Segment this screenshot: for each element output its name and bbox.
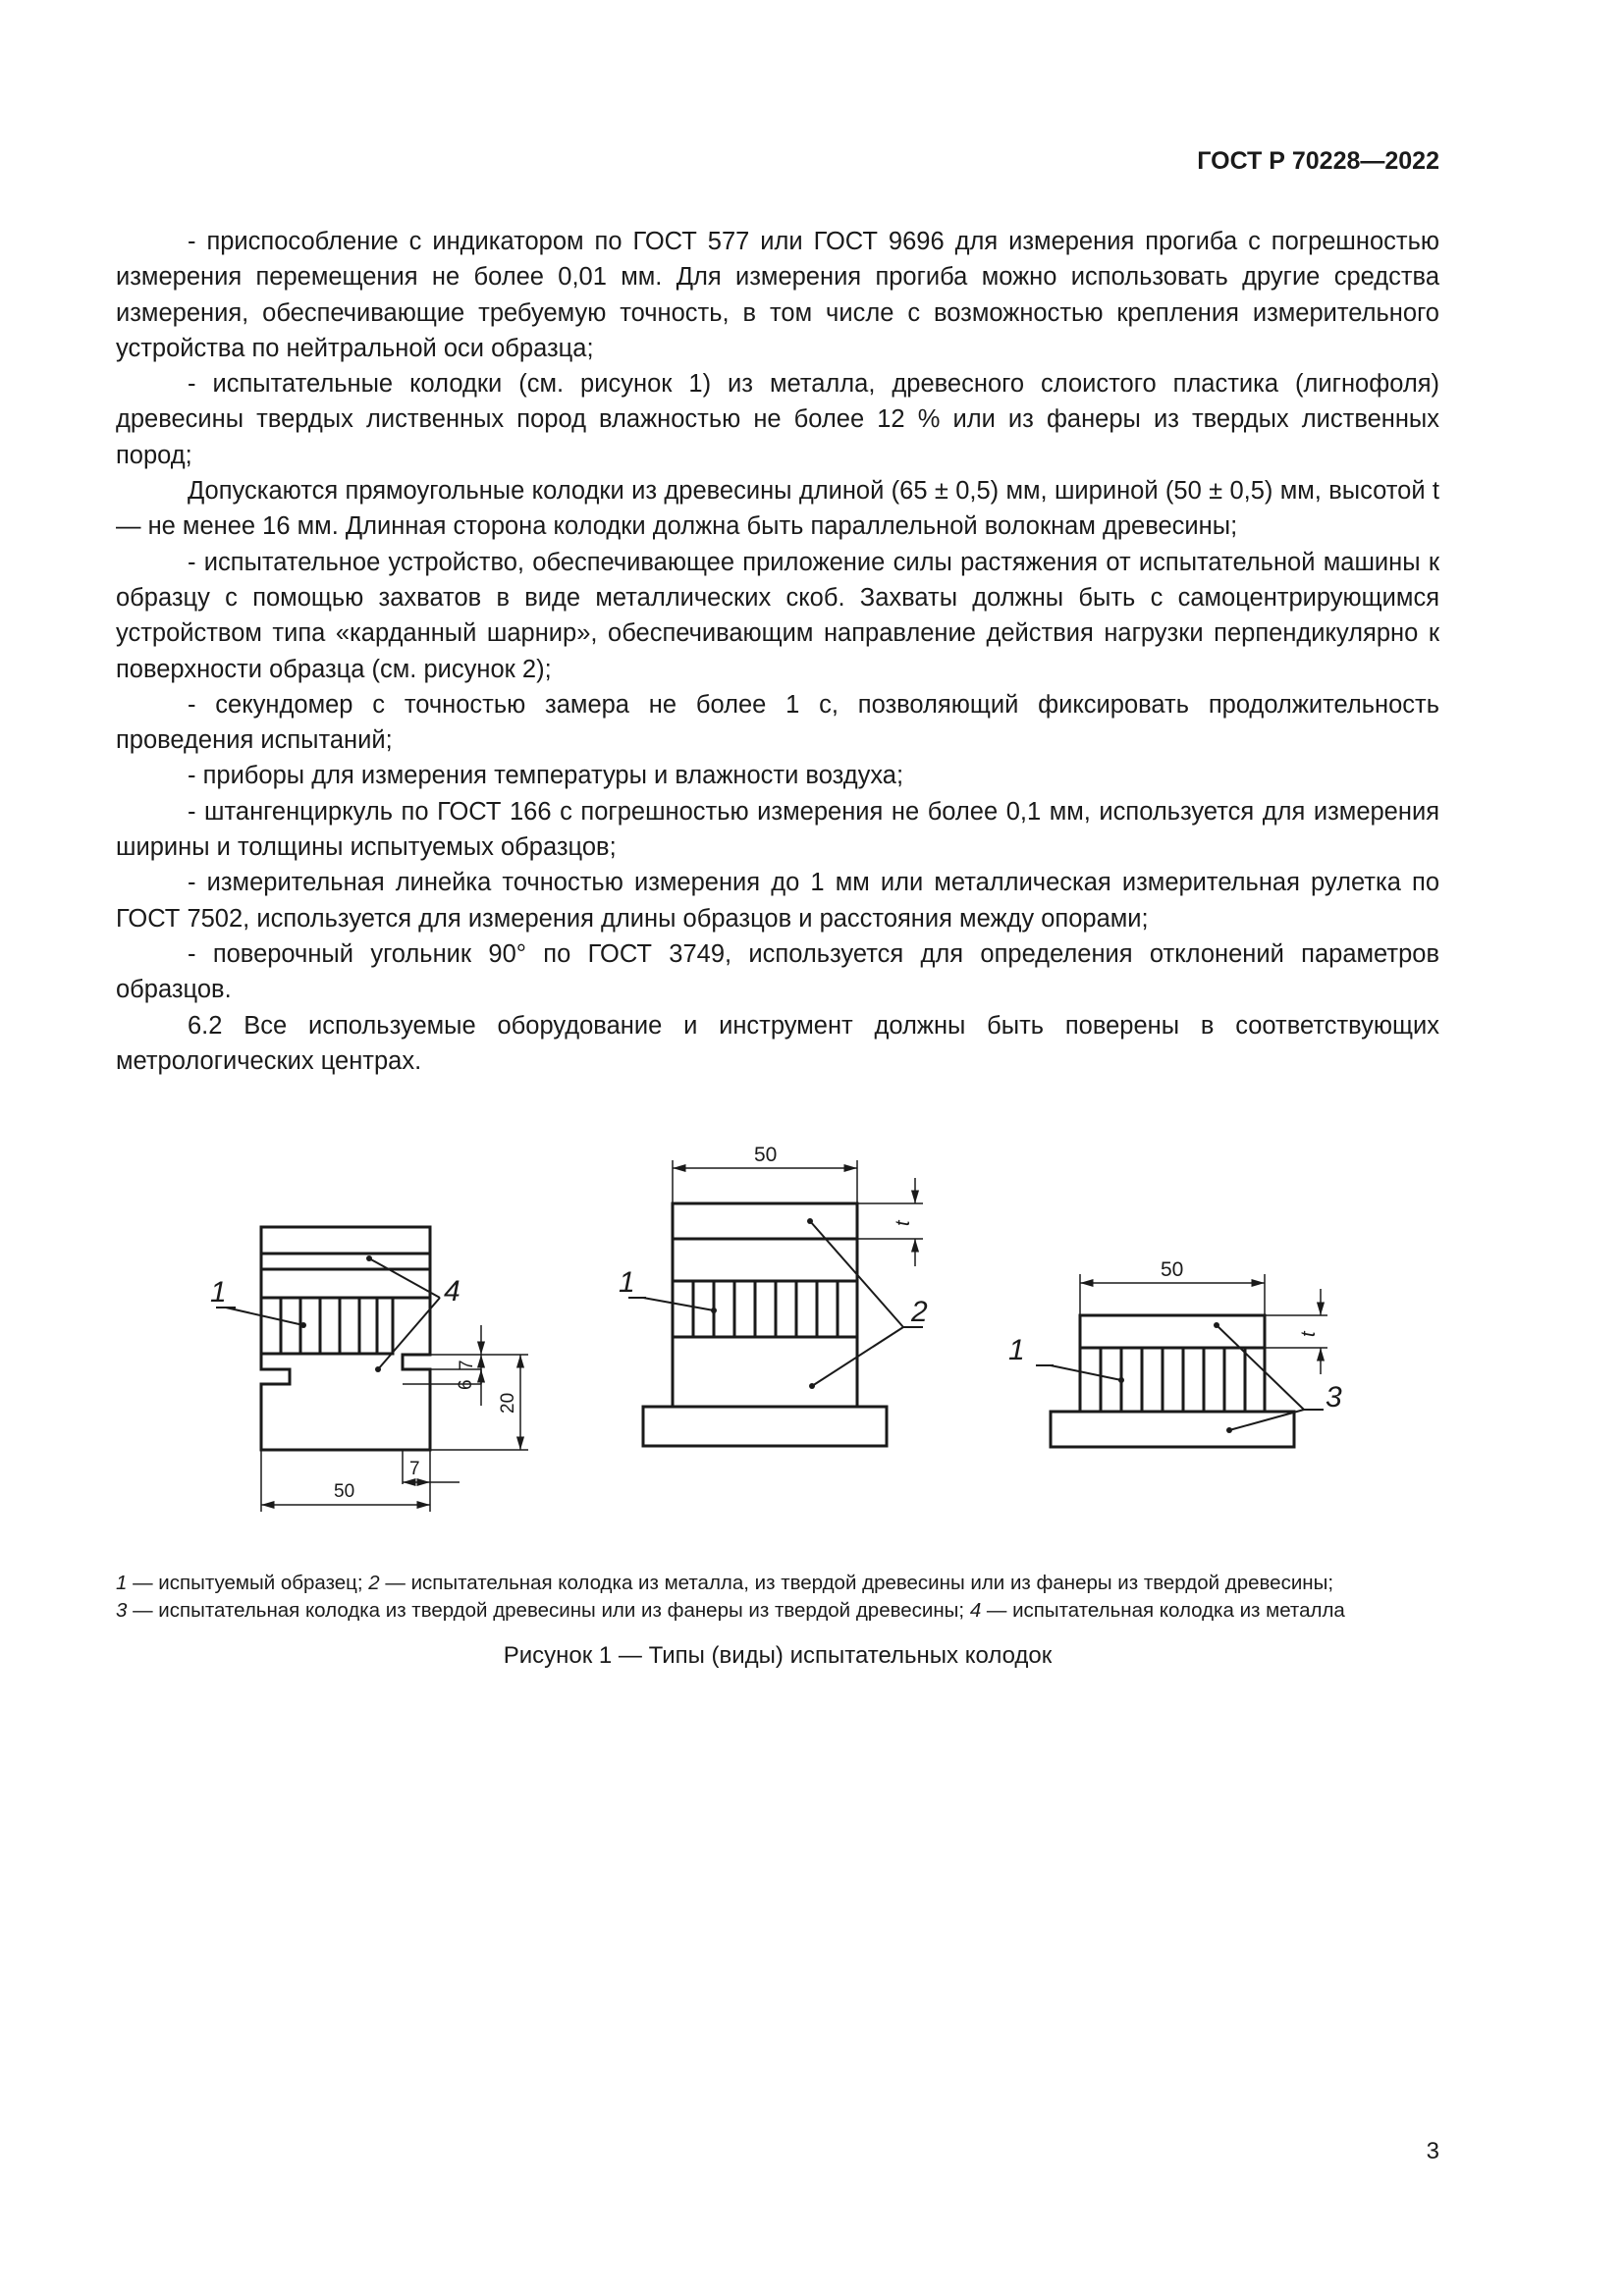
paragraph: - поверочный угольник 90° по ГОСТ 3749, используется для определения отклонений параметров образцов. bbox=[116, 939, 1439, 1004]
view-3-block bbox=[1036, 1274, 1327, 1447]
view-3-label-specimen: 1 bbox=[1008, 1334, 1025, 1366]
view-1-dim-step: 7 bbox=[457, 1360, 477, 1370]
view-2-body bbox=[673, 1203, 857, 1407]
paragraph: - испытательные колодки (см. рисунок 1) из металла, древесного слоистого пластика (лигнофоля) древесины твердых лиственных пород влажностью не более 12 % или из фанеры из твердых лиственных пород; bbox=[116, 370, 1439, 469]
legend-number: 3 bbox=[116, 1599, 128, 1622]
paragraph: 6.2 Все используемые оборудование и инструмент должны быть поверены в соответствующих метрологических центрах. bbox=[116, 1011, 1439, 1075]
view-1-dim-height: 20 bbox=[498, 1392, 518, 1414]
legend-text: — испытуемый образец; bbox=[127, 1572, 369, 1594]
paragraph: Допускаются прямоугольные колодки из древесины длиной (65 ± 0,5) мм, шириной (50 ± 0,5) мм, высотой t — не менее 16 мм. Длинная сторона колодки должна быть параллельной волокнам древесины; bbox=[116, 477, 1439, 541]
paragraph: - секундомер с точностью замера не более 1 с, позволяющий фиксировать продолжительность проведения испытаний; bbox=[116, 690, 1439, 755]
view-2-block bbox=[628, 1160, 923, 1446]
figure-drawing bbox=[196, 1129, 1443, 1541]
standard-code: ГОСТ Р 70228—2022 bbox=[1197, 147, 1439, 175]
figure-legend bbox=[116, 1570, 1439, 1625]
view-1-label-block: 4 bbox=[444, 1275, 460, 1308]
view-1-dim-notch: 6 bbox=[456, 1379, 476, 1390]
view-2-label-specimen: 1 bbox=[619, 1266, 635, 1299]
paragraph: - приспособление с индикатором по ГОСТ 577 или ГОСТ 9696 для измерения прогиба с погрешностью измерения перемещения не более 0,01 мм. Для измерения прогиба можно использовать другие средства измерения, обеспечивающие требуемую точность, в том числе с возможностью крепления измерительного устройства по нейтральной оси образца; bbox=[116, 228, 1439, 362]
view-3-dim-width: 50 bbox=[1161, 1258, 1184, 1281]
view-2-dim-thickness: t bbox=[893, 1220, 914, 1226]
legend-text: — испытательная колодка из металла bbox=[981, 1599, 1345, 1622]
view-1-dim-notch-width: 7 bbox=[409, 1459, 420, 1479]
view-3-top-block bbox=[1080, 1315, 1265, 1348]
view-1-label-specimen: 1 bbox=[210, 1276, 227, 1308]
view-3-dim-thickness: t bbox=[1298, 1331, 1320, 1337]
view-1-metal-block bbox=[216, 1227, 528, 1512]
legend-text: — испытательная колодка из металла, из твердой древесины или из фанеры из твердой древесины; bbox=[379, 1572, 1334, 1594]
view-3-label-block: 3 bbox=[1326, 1381, 1342, 1414]
view-3-specimen bbox=[1080, 1348, 1265, 1412]
view-1-dim-width: 50 bbox=[334, 1481, 355, 1502]
legend-line-1 bbox=[116, 1570, 1439, 1597]
legend-number: 1 bbox=[116, 1572, 128, 1594]
legend-number: 4 bbox=[969, 1599, 982, 1622]
body-text bbox=[116, 224, 1439, 1079]
figure-test-blocks bbox=[196, 1129, 1443, 1541]
paragraph: - испытательное устройство, обеспечивающее приложение силы растяжения от испытательной машины к образцу с помощью захватов в виде металлических скоб. Захваты должны быть с самоцентрирующимся устройством типа «карданный шарнир», обеспечивающим направление действия нагрузки перпендикулярно к поверхности образца (см. рисунок 2); bbox=[116, 548, 1439, 683]
view-2-label-block: 2 bbox=[911, 1296, 928, 1328]
view-3-base bbox=[1051, 1412, 1294, 1447]
paragraph: - приборы для измерения температуры и влажности воздуха; bbox=[188, 762, 904, 790]
legend-number: 2 bbox=[368, 1572, 380, 1594]
page-number: 3 bbox=[1426, 2138, 1439, 2164]
document-header bbox=[1080, 147, 1439, 176]
paragraph: - измерительная линейка точностью измерения до 1 мм или металлическая измерительная рулетка по ГОСТ 7502, используется для измерения длины образцов и расстояния между опорами; bbox=[116, 869, 1439, 933]
legend-text: — испытательная колодка из твердой древесины или из фанеры из твердой древесины; bbox=[127, 1599, 970, 1622]
paragraph: - штангенциркуль по ГОСТ 166 с погрешностью измерения не более 0,1 мм, используется для измерения ширины и толщины испытуемых образцов; bbox=[116, 797, 1439, 862]
view-2-dim-width: 50 bbox=[754, 1144, 778, 1166]
figure-caption: Рисунок 1 — Типы (виды) испытательных колодок bbox=[503, 1642, 1053, 1669]
view-2-base bbox=[643, 1407, 887, 1446]
legend-line-2 bbox=[116, 1597, 1439, 1625]
